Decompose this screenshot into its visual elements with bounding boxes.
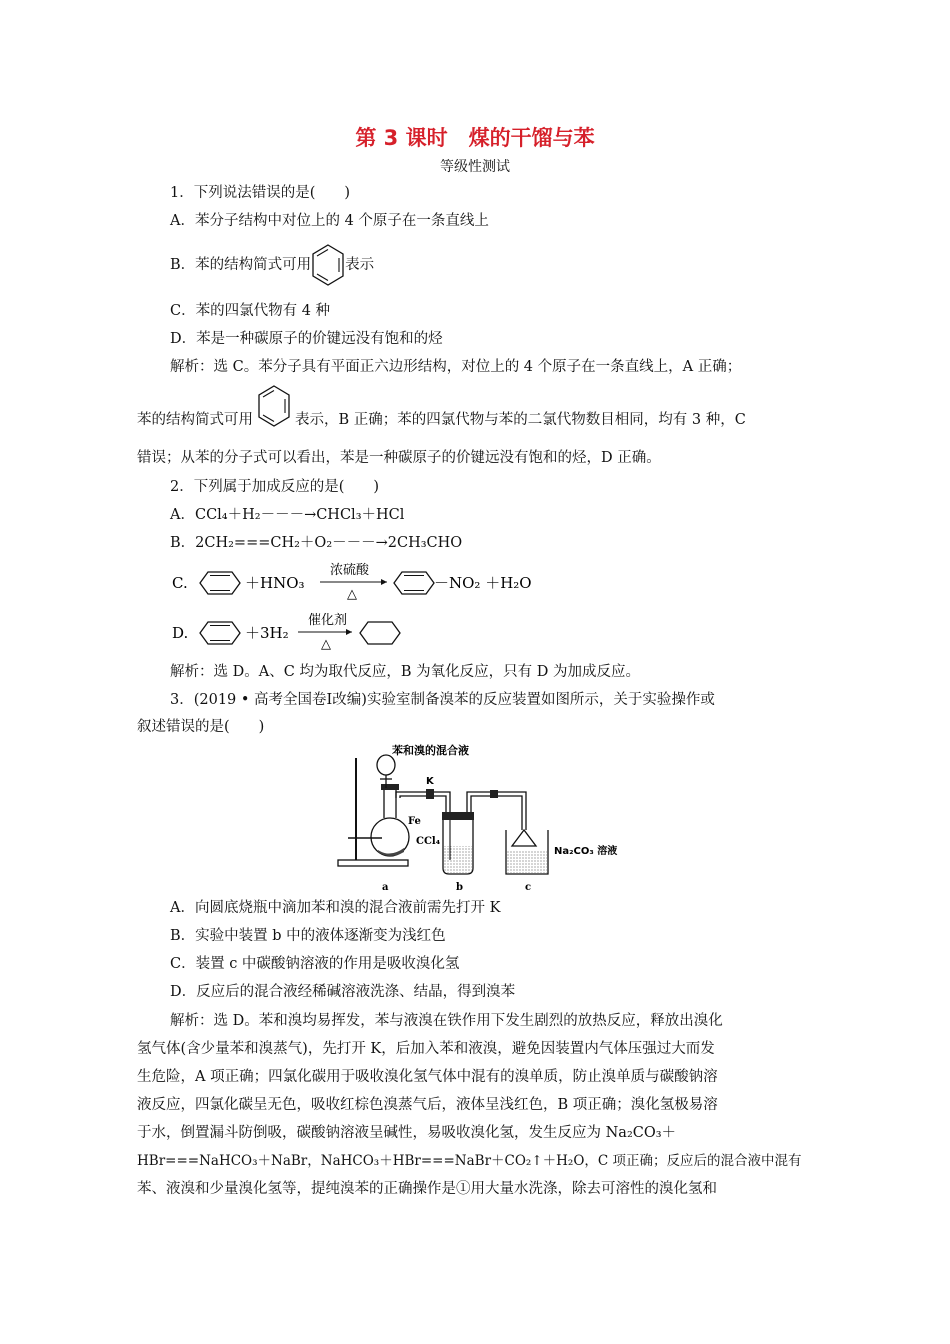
q2-option-b: B．2CH₂===CH₂＋O₂－－－→2CH₃CHO [170,535,463,551]
tube-connector [490,790,498,798]
q1-option-b [170,243,374,287]
q3-stem-line-2: 叙述错误的是( ) [137,719,265,735]
q3-analysis-line-4: 液反应，四氯化碳呈无色，吸收红棕色溴蒸气后，液体呈浅红色，B 项正确；溴化氢极易溶 [137,1097,718,1113]
q2-stem: 2．下列属于加成反应的是( ) [170,479,380,495]
q2-d-label: D. [172,624,189,642]
stand-base [338,860,408,866]
q2-d-reagent: ＋3H₂ [245,624,289,642]
q2-c-condition-bottom: △ [347,587,357,602]
q1-stem: 1．下列说法错误的是( ) [170,185,351,201]
page-subtitle: 等级性测试 [440,159,510,175]
label-valve-k: K [426,776,434,787]
connecting-tube [396,792,450,812]
cyclohexane-ring-icon [360,622,400,644]
q3-option-a: A．向圆底烧瓶中滴加苯和溴的混合液前需先打开 K [170,900,501,916]
q3-option-d: D．反应后的混合液经稀碱溶液洗涤、结晶，得到溴苯 [170,984,516,1000]
q1-analysis-line-3: 错误；从苯的分子式可以看出，苯是一种碳原子的价键远没有饱和的烃，D 正确。 [137,450,661,466]
q1-option-c: C．苯的四氯代物有 4 种 [170,303,331,319]
valve-k [426,789,434,799]
label-fe: Fe [408,816,421,827]
ccl4-liquid [444,846,472,873]
page-title: 第 3 课时 煤的干馏与苯 [355,126,595,150]
arrow-head-icon [381,579,387,585]
benzene-ring-icon [200,622,240,644]
q1-option-d: D．苯是一种碳原子的价键远没有饱和的烃 [170,331,443,347]
na2co3-solution [507,850,547,873]
stopper [381,784,399,790]
q3-analysis-line-6: HBr===NaHCO₃＋NaBr，NaHCO₃＋HBr===NaBr＋CO₂↑＋H₂O，C 项正确；反应后的混合液中混有 [137,1153,802,1169]
label-na2co3-solution: Na₂CO₃ 溶液 [554,846,618,857]
q3-analysis-line-2: 氢气体(含少量苯和溴蒸气)，先打开 K，后加入苯和液溴，避免因装置内气体压强过大而发 [137,1041,715,1057]
dropping-funnel [377,755,395,775]
q2-option-c-equation [172,562,532,602]
q1-option-b-text-end: 表示 [345,257,375,273]
q3-stem-line-1: 3．(2019 • 高考全国卷Ⅰ改编)实验室制备溴苯的反应装置如图所示，关于实验操作或 [170,692,715,708]
q3-analysis-line-3: 生危险，A 项正确；四氯化碳用于吸收溴化氢气体中混有的溴单质，防止溴单质与碳酸钠溶 [137,1069,718,1085]
q2-d-condition-top: 催化剂 [308,613,348,628]
q2-analysis: 解析：选 D。A、C 均为取代反应，B 为氧化反应，只有 D 为加成反应。 [170,664,641,680]
label-b: b [456,882,463,893]
label-ccl4: CCl₄ [416,836,441,847]
benzene-structure-icon [311,243,345,287]
q1-option-a: A．苯分子结构中对位上的 4 个原子在一条直线上 [170,213,489,229]
q2-option-a: A．CCl₄＋H₂－－－→CHCl₃＋HCl [170,507,405,523]
label-a: a [382,882,389,893]
q2-c-product: －NO₂ ＋H₂O [434,574,532,592]
benzene-structure-icon [257,384,291,428]
q2-option-d-equation [172,610,432,654]
benzene-ring-icon [394,572,434,594]
inverted-funnel [512,830,536,846]
label-c: c [525,882,532,893]
apparatus-diagram [330,740,660,895]
q1-option-b-text: B．苯的结构简式可用 [170,257,312,273]
q1-analysis-line-2 [137,384,746,442]
bromobenzene-apparatus-figure [330,740,660,895]
q2-c-label: C. [172,574,188,592]
benzene-ring-icon [200,572,240,594]
q2-c-reagent: ＋HNO₃ [245,574,305,592]
q3-option-c: C．装置 c 中碳酸钠溶液的作用是吸收溴化氢 [170,956,460,972]
arrow-head-icon [346,629,352,635]
q3-analysis-line-7: 苯、液溴和少量溴化氢等，提纯溴苯的正确操作是①用大量水洗涤，除去可溶性的溴化氢和 [137,1181,717,1197]
q2-option-d [172,610,432,654]
q2-option-c [172,562,532,602]
label-benzene-bromine-mixture: 苯和溴的混合液 [392,744,469,757]
q2-d-condition-bottom: △ [321,637,331,652]
q1-analysis-line-1: 解析：选 C。苯分子具有平面正六边形结构，对位上的 4 个原子在一条直线上，A 正确； [170,359,742,375]
bottle-stopper [442,812,474,820]
q3-analysis-line-1: 解析：选 D。苯和溴均易挥发，苯与液溴在铁作用下发生剧烈的放热反应，释放出溴化 [170,1013,723,1029]
q3-analysis-line-5: 于水，倒置漏斗防倒吸，碳酸钠溶液呈碱性，易吸收溴化氢，发生反应为 Na₂CO₃＋ [137,1125,677,1141]
q1-analysis-text: 苯的结构简式可用 [137,412,253,428]
q1-analysis-text-end: 表示，B 正确；苯的四氯代物与苯的二氯代物数目相同，均有 3 种，C [295,412,746,428]
q3-option-b: B．实验中装置 b 中的液体逐渐变为浅红色 [170,928,446,944]
q2-c-condition-top: 浓硫酸 [330,563,370,578]
